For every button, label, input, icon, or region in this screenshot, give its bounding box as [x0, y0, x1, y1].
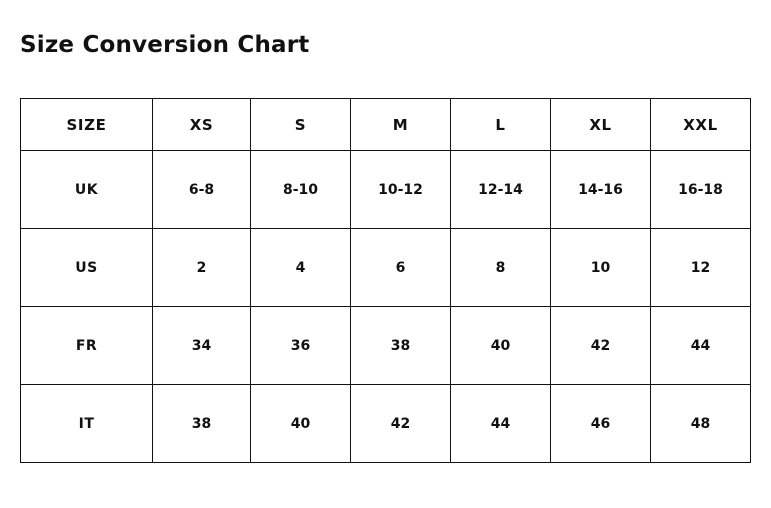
- cell-it-xxl: 48: [651, 385, 751, 463]
- cell-us-xl: 10: [551, 229, 651, 307]
- cell-it-m: 42: [351, 385, 451, 463]
- cell-us-xs: 2: [153, 229, 251, 307]
- cell-fr-l: 40: [451, 307, 551, 385]
- cell-fr-s: 36: [251, 307, 351, 385]
- cell-it-xl: 46: [551, 385, 651, 463]
- cell-it-xs: 38: [153, 385, 251, 463]
- cell-us-m: 6: [351, 229, 451, 307]
- column-header-s: S: [251, 99, 351, 151]
- cell-fr-xl: 42: [551, 307, 651, 385]
- cell-uk-xs: 6-8: [153, 151, 251, 229]
- size-conversion-table: [20, 98, 751, 463]
- cell-us-s: 4: [251, 229, 351, 307]
- cell-fr-xxl: 44: [651, 307, 751, 385]
- table-header-row: [21, 99, 751, 151]
- column-header-l: L: [451, 99, 551, 151]
- cell-uk-m: 10-12: [351, 151, 451, 229]
- cell-it-l: 44: [451, 385, 551, 463]
- size-table-container: [20, 98, 750, 463]
- row-label-uk: UK: [21, 151, 153, 229]
- column-header-xs: XS: [153, 99, 251, 151]
- cell-fr-xs: 34: [153, 307, 251, 385]
- cell-uk-s: 8-10: [251, 151, 351, 229]
- cell-us-xxl: 12: [651, 229, 751, 307]
- row-label-fr: FR: [21, 307, 153, 385]
- cell-uk-xl: 14-16: [551, 151, 651, 229]
- table-row: [21, 229, 751, 307]
- column-header-xl: XL: [551, 99, 651, 151]
- cell-uk-l: 12-14: [451, 151, 551, 229]
- row-label-us: US: [21, 229, 153, 307]
- table-header: [21, 99, 751, 151]
- page-title: Size Conversion Chart: [20, 32, 310, 58]
- column-header-size: SIZE: [21, 99, 153, 151]
- cell-it-s: 40: [251, 385, 351, 463]
- cell-uk-xxl: 16-18: [651, 151, 751, 229]
- row-label-it: IT: [21, 385, 153, 463]
- column-header-xxl: XXL: [651, 99, 751, 151]
- cell-us-l: 8: [451, 229, 551, 307]
- column-header-m: M: [351, 99, 451, 151]
- table-body: [21, 151, 751, 463]
- table-row: [21, 385, 751, 463]
- table-row: [21, 307, 751, 385]
- table-row: [21, 151, 751, 229]
- cell-fr-m: 38: [351, 307, 451, 385]
